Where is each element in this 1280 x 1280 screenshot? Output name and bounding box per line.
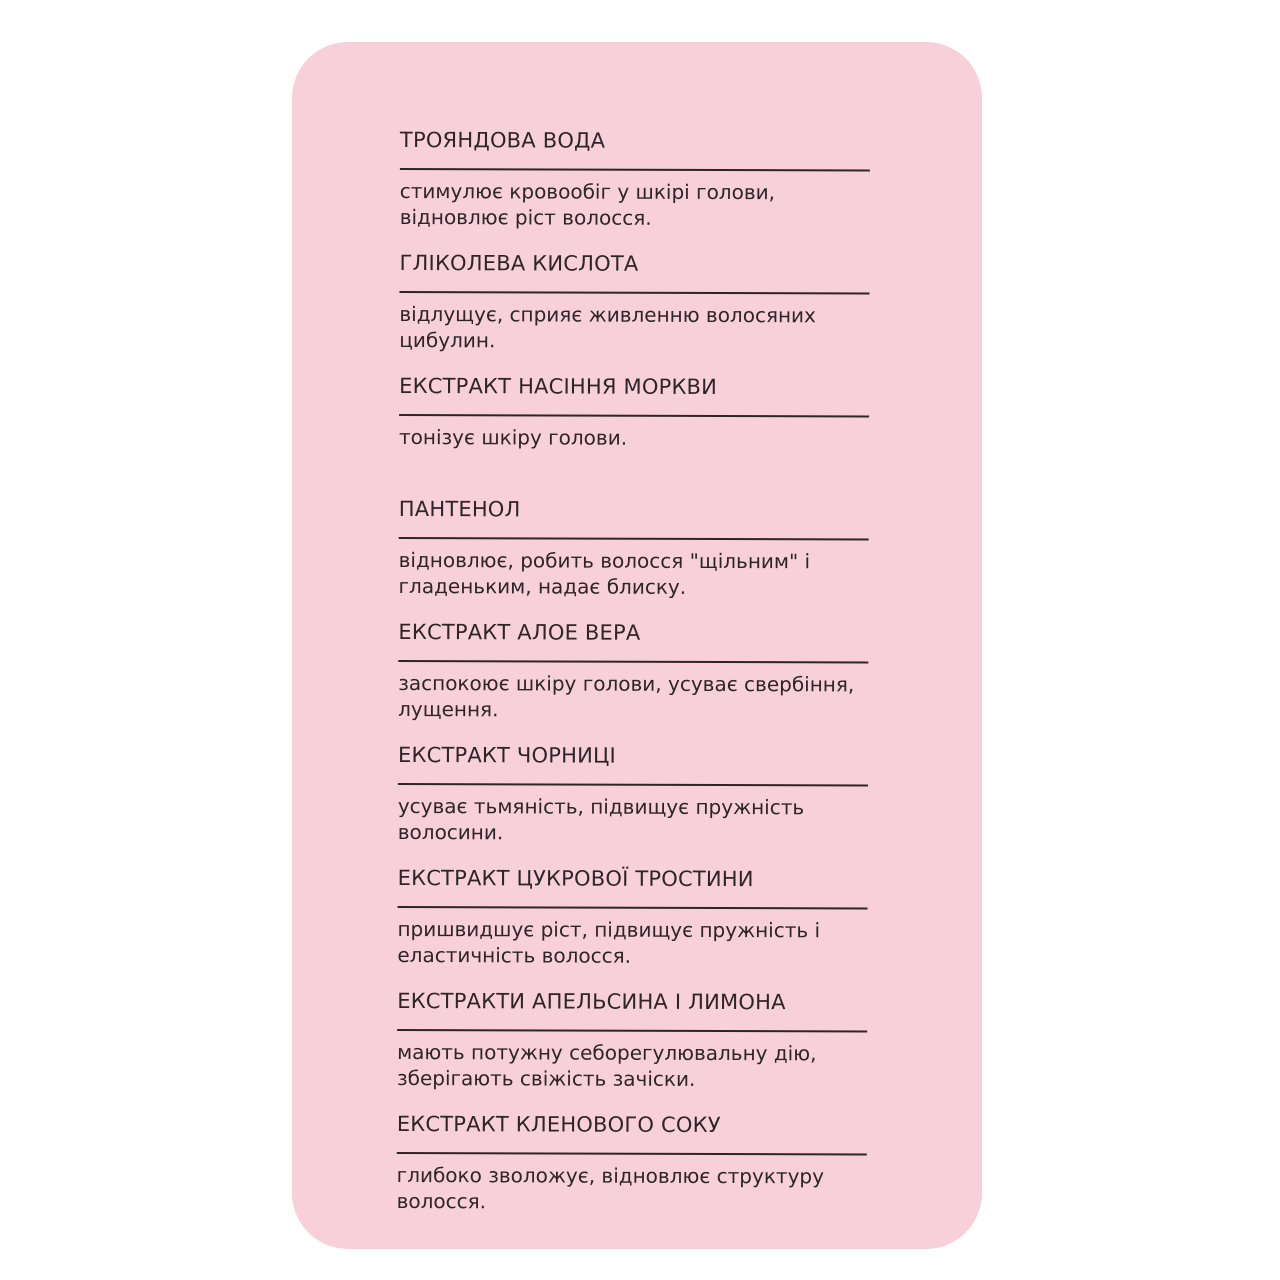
divider: [398, 783, 868, 786]
divider: [397, 1029, 867, 1032]
ingredient-item: [398, 495, 876, 620]
ingredient-title: ЕКСТРАКТ КЛЕНОВОГО СОКУ: [396, 1111, 721, 1138]
ingredient-title: ГЛІКОЛЕВА КИСЛОТА: [399, 250, 639, 276]
ingredient-item: [400, 126, 878, 251]
ingredient-item: [397, 864, 875, 989]
divider: [399, 414, 869, 417]
ingredient-item: [399, 249, 877, 374]
divider: [398, 906, 868, 909]
ingredient-description: відновлює, робить волосся "щільним" і гладеньким, надає блиску.: [398, 547, 811, 599]
ingredient-description: відлущує, сприяє живленню волосяних цибулин.: [399, 301, 816, 353]
ingredients-list: [397, 126, 878, 1234]
ingredient-title: ЕКСТРАКТ АЛОЕ ВЕРА: [398, 619, 641, 645]
ingredient-description: глибоко зволожує, відновлює структуру волосся.: [396, 1162, 825, 1214]
ingredient-item: [398, 741, 876, 866]
ingredient-title: ПАНТЕНОЛ: [398, 496, 521, 522]
divider: [397, 1152, 867, 1155]
divider: [399, 537, 869, 540]
ingredient-description: пришвидшує ріст, підвищує пружність і еластичність волосся.: [397, 916, 821, 968]
ingredient-description: стимулює кровообіг у шкірі голови, відновлює ріст волосся.: [399, 178, 776, 230]
ingredient-title: ЕКСТРАКТИ АПЕЛЬСИНА І ЛИМОНА: [397, 988, 786, 1015]
ingredient-description: усуває тьмяність, підвищує пружність волосини.: [397, 793, 805, 845]
ingredient-description: заспокоює шкіру голови, усуває свербіння, лущення.: [398, 670, 855, 722]
divider: [399, 291, 869, 294]
ingredient-item: [397, 987, 875, 1112]
ingredient-title: ЕКСТРАКТ ЦУКРОВОЇ ТРОСТИНИ: [397, 865, 754, 892]
ingredient-title: ЕКСТРАКТ ЧОРНИЦІ: [397, 742, 616, 768]
ingredient-item: [397, 1110, 875, 1235]
divider: [398, 660, 868, 663]
ingredient-item: [399, 372, 877, 497]
ingredient-item: [398, 618, 876, 743]
ingredient-description: мають потужну себорегулювальну дію, зберігають свіжість зачіски.: [396, 1039, 817, 1091]
divider: [400, 168, 870, 171]
ingredient-title: ЕКСТРАКТ НАСІННЯ МОРКВИ: [399, 373, 718, 399]
ingredient-description: тонізує шкіру голови.: [398, 424, 628, 450]
ingredient-title: ТРОЯНДОВА ВОДА: [399, 127, 606, 153]
